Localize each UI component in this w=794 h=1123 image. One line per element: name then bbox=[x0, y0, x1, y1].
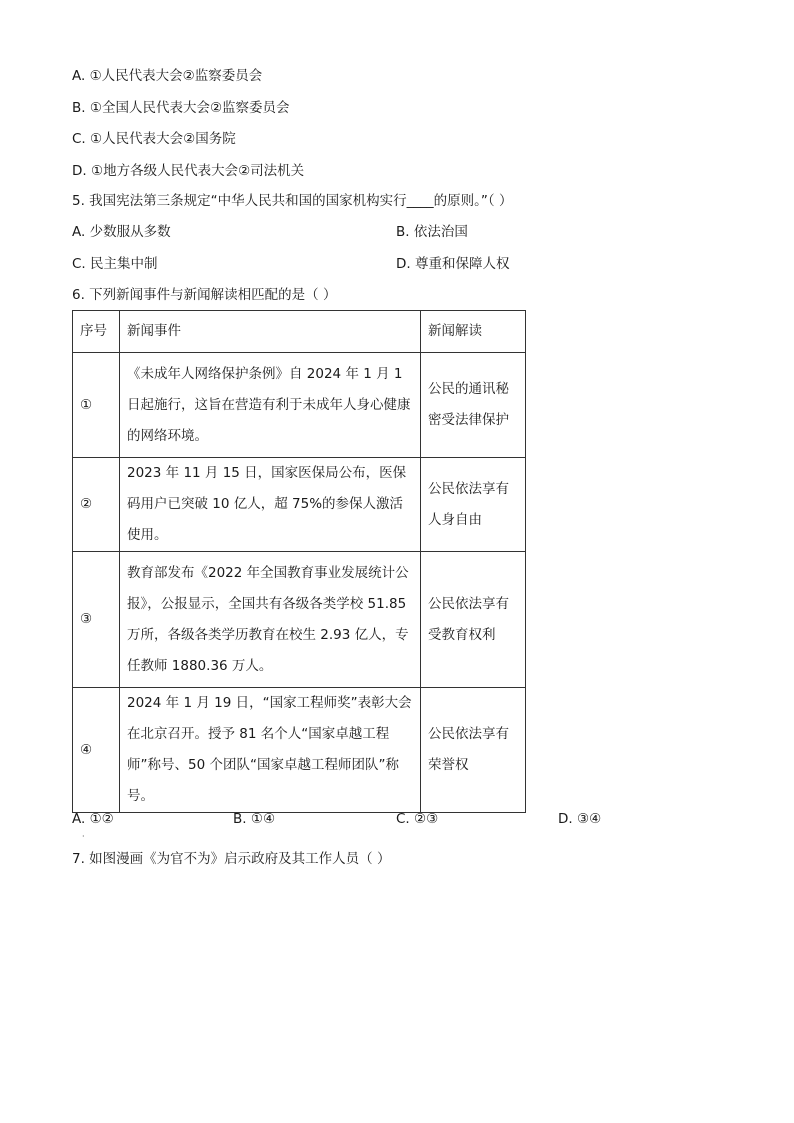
q6-option-d: D. ③④ bbox=[558, 811, 602, 827]
q4-option-c: C. ①人民代表大会②国务院 bbox=[72, 131, 236, 147]
header-number: 序号 bbox=[73, 311, 120, 353]
q5-option-a: A. 少数服从多数 bbox=[72, 224, 171, 240]
row-number: ① bbox=[73, 353, 120, 458]
row-interpretation: 公民的通讯秘密受法律保护 bbox=[428, 381, 509, 428]
table-row bbox=[73, 688, 526, 813]
table-row bbox=[73, 458, 526, 552]
table-row bbox=[73, 353, 526, 458]
news-table bbox=[72, 310, 526, 813]
header-interpretation: 新闻解读 bbox=[421, 311, 526, 353]
q5-stem: 5. 我国宪法第三条规定“中华人民共和国的国家机构实行____的原则。”（ ） bbox=[72, 193, 513, 209]
table-row bbox=[73, 552, 526, 688]
q6-option-c: C. ②③ bbox=[396, 811, 439, 827]
q6-stem: 6. 下列新闻事件与新闻解读相匹配的是（ ） bbox=[72, 287, 337, 303]
row-number: ④ bbox=[73, 688, 120, 813]
q7-stem: 7. 如图漫画《为官不为》启示政府及其工作人员（ ） bbox=[72, 851, 391, 867]
stray-dot-mark: · bbox=[82, 832, 85, 841]
row-interpretation: 公民依法享有荣誉权 bbox=[428, 726, 509, 773]
row-event: 教育部发布《2022 年全国教育事业发展统计公报》，公报显示，全国共有各级各类学校 51.85 万所，各级各类学历教育在校生 2.93 亿人，专任教师 1880.36 万人。 bbox=[127, 564, 409, 674]
q5-option-d: D. 尊重和保障人权 bbox=[396, 256, 510, 272]
header-event: 新闻事件 bbox=[120, 311, 421, 353]
row-number: ② bbox=[73, 458, 120, 552]
q5-option-c: C. 民主集中制 bbox=[72, 256, 158, 272]
row-interpretation: 公民依法享有受教育权利 bbox=[428, 595, 509, 643]
q6-option-a: A. ①② bbox=[72, 811, 114, 827]
row-interpretation: 公民依法享有人身自由 bbox=[428, 480, 509, 528]
row-event: 2024 年 1 月 19 日，“国家工程师奖”表彰大会在北京召开。授予 81 名个人“国家卓越工程师”称号、50 个团队“国家卓越工程师团队”称号。 bbox=[127, 695, 412, 804]
table-header-row bbox=[73, 311, 526, 353]
row-event: 《未成年人网络保护条例》自 2024 年 1 月 1 日起施行，这旨在营造有利于未成年人身心健康的网络环境。 bbox=[127, 365, 411, 444]
q4-option-d: D. ①地方各级人民代表大会②司法机关 bbox=[72, 163, 305, 179]
row-number: ③ bbox=[73, 552, 120, 688]
q5-option-b: B. 依法治国 bbox=[396, 224, 468, 240]
row-event: 2023 年 11 月 15 日，国家医保局公布，医保码用户已突破 10 亿人，超 75%的参保人激活使用。 bbox=[127, 465, 407, 543]
q4-option-b: B. ①全国人民代表大会②监察委员会 bbox=[72, 100, 290, 116]
q6-option-b: B. ①④ bbox=[233, 811, 276, 827]
q4-option-a: A. ①人民代表大会②监察委员会 bbox=[72, 68, 263, 84]
